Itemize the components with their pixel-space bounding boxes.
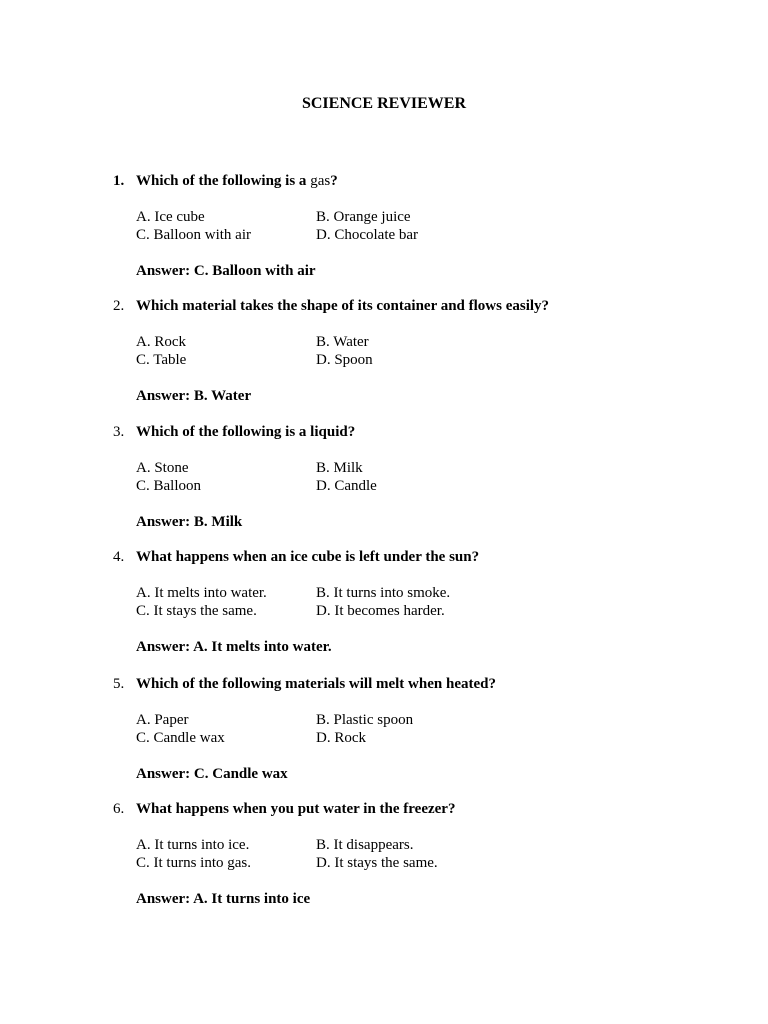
answer: Answer: B. Milk bbox=[136, 514, 243, 530]
option-d: D. Spoon bbox=[316, 352, 373, 368]
options bbox=[0, 836, 768, 872]
option-c: C. Table bbox=[136, 352, 187, 368]
question-text: What happens when an ice cube is left under the sun? bbox=[136, 549, 480, 565]
option-b: B. It disappears. bbox=[316, 837, 414, 853]
options bbox=[0, 711, 768, 747]
option-c: C. Balloon with air bbox=[136, 227, 251, 243]
option-c: C. Candle wax bbox=[136, 730, 225, 746]
question-text: Which of the following is a liquid? bbox=[136, 424, 356, 440]
option-d: D. Candle bbox=[316, 478, 377, 494]
option-c: C. It turns into gas. bbox=[136, 855, 251, 871]
question-text-normal: gas bbox=[310, 173, 331, 189]
option-b: B. Plastic spoon bbox=[316, 712, 414, 728]
question-text: Which of the following materials will melt when heated? bbox=[136, 676, 496, 692]
answer: Answer: B. Water bbox=[136, 388, 252, 404]
answer: Answer: A. It turns into ice bbox=[136, 891, 311, 907]
option-a: A. Rock bbox=[136, 334, 186, 350]
question-2 bbox=[0, 297, 768, 405]
options bbox=[0, 459, 768, 495]
question-line bbox=[0, 423, 768, 441]
question-text: Which material takes the shape of its container and flows easily? bbox=[136, 298, 550, 314]
option-a: A. It turns into ice. bbox=[136, 837, 250, 853]
question-text: Which of the following is a gas? bbox=[136, 173, 338, 189]
question-line bbox=[0, 548, 768, 566]
option-c: C. It stays the same. bbox=[136, 603, 257, 619]
option-c: C. Balloon bbox=[136, 478, 202, 494]
question-text: What happens when you put water in the freezer? bbox=[136, 801, 456, 817]
question-1 bbox=[0, 172, 768, 280]
option-d: D. Rock bbox=[316, 730, 366, 746]
answer: Answer: C. Balloon with air bbox=[136, 263, 316, 279]
question-number: 2. bbox=[113, 298, 125, 314]
question-line bbox=[0, 172, 768, 190]
option-a: A. Stone bbox=[136, 460, 189, 476]
option-b: B. Milk bbox=[316, 460, 363, 476]
options bbox=[0, 584, 768, 620]
question-line bbox=[0, 297, 768, 315]
question-6 bbox=[0, 800, 768, 908]
question-number: 6. bbox=[113, 801, 125, 817]
question-number: 3. bbox=[113, 424, 125, 440]
question-3 bbox=[0, 423, 768, 531]
question-line bbox=[0, 675, 768, 693]
answer: Answer: C. Candle wax bbox=[136, 766, 288, 782]
option-b: B. It turns into smoke. bbox=[316, 585, 451, 601]
option-d: D. Chocolate bar bbox=[316, 227, 419, 243]
option-d: D. It stays the same. bbox=[316, 855, 438, 871]
option-a: A. It melts into water. bbox=[136, 585, 267, 601]
page-title: SCIENCE REVIEWER bbox=[301, 95, 467, 112]
options bbox=[0, 333, 768, 369]
question-number: 1. bbox=[113, 173, 125, 189]
question-number: 4. bbox=[113, 549, 125, 565]
answer: Answer: A. It melts into water. bbox=[136, 639, 332, 655]
option-b: B. Water bbox=[316, 334, 369, 350]
question-line bbox=[0, 800, 768, 818]
options bbox=[0, 208, 768, 244]
option-d: D. It becomes harder. bbox=[316, 603, 445, 619]
option-a: A. Paper bbox=[136, 712, 189, 728]
question-number: 5. bbox=[113, 676, 125, 692]
option-b: B. Orange juice bbox=[316, 209, 411, 225]
question-5 bbox=[0, 675, 768, 783]
question-4 bbox=[0, 548, 768, 656]
option-a: A. Ice cube bbox=[136, 209, 205, 225]
